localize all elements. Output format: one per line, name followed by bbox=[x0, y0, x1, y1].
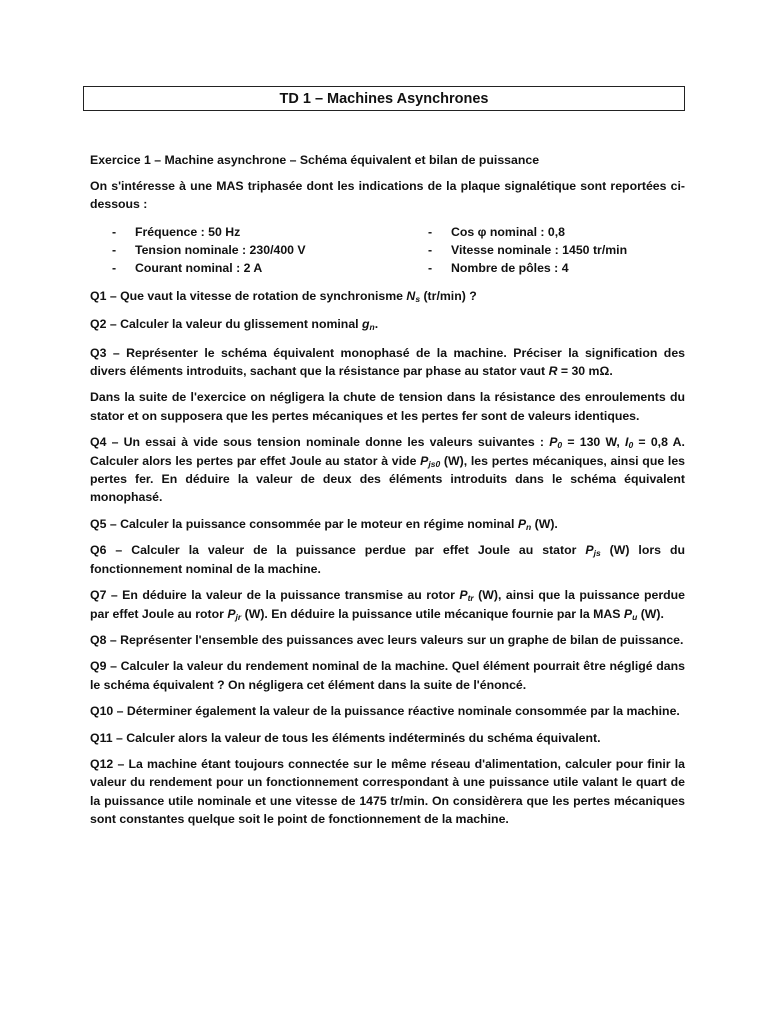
bullet-dash: - bbox=[428, 242, 433, 257]
question-q2: Q2 – Calculer la valeur du glissement nominal $g_n$. bbox=[90, 317, 379, 333]
spec-current: Courant nominal : 2 A bbox=[135, 260, 263, 275]
question-q1: Q1 – Que vaut la vitesse de rotation de synchronisme $N_s$ (tr/min) ? bbox=[90, 288, 477, 304]
spec-item bbox=[406, 223, 627, 241]
exercise-title: Exercice 1 – Machine asynchrone – Schéma équivalent et bilan de puissance bbox=[90, 153, 540, 167]
bullet-dash: - bbox=[112, 224, 117, 239]
specs-right-column bbox=[406, 223, 627, 277]
question-q12: Q12 – La machine étant toujours connectée sur le même réseau d'alimentation, calculer pour finir la valeur du rendement pour un fonctionnement correspondant à une puissance utile valant le quart de la puissance utile nominale et une vitesse de 1475 tr/min. On considèrera que les pertes mécaniques sont constantes quelque soit le point de fonctionnement de la machine. bbox=[90, 756, 685, 827]
spec-item bbox=[90, 241, 406, 259]
bullet-dash: - bbox=[428, 260, 433, 275]
question-q8: Q8 – Représenter l'ensemble des puissances avec leurs valeurs sur un graphe de bilan de puissance. bbox=[90, 632, 684, 647]
question-q11: Q11 – Calculer alors la valeur de tous les éléments indéterminés du schéma équivalent. bbox=[90, 730, 601, 745]
bullet-dash: - bbox=[112, 260, 117, 275]
spec-voltage: Tension nominale : 230/400 V bbox=[135, 242, 306, 257]
document-page bbox=[90, 86, 685, 829]
spec-frequency: Fréquence : 50 Hz bbox=[135, 224, 241, 239]
document-title: TD 1 – Machines Asynchrones bbox=[83, 86, 685, 111]
specs-left-column bbox=[90, 223, 406, 277]
question-q4: Q4 – Un essai à vide sous tension nominale donne les valeurs suivantes : $P_0 = 130$ W, $I_0 = 0,8$ A. Calculer alors les pertes par effet Joule au stator à vide $P_{js0}$ (W), les pertes mécaniques, ainsi que les pertes fer. En déduire la valeur de deux des éléments introduits dans le schéma équivalent monophasé. bbox=[90, 435, 685, 505]
question-q5: Q5 – Calculer la puissance consommée par le moteur en régime nominal $P_n$ (W). bbox=[90, 516, 558, 532]
question-q10: Q10 – Déterminer également la valeur de la puissance réactive nominale consommée par la machine. bbox=[90, 704, 680, 719]
question-q7: Q7 – En déduire la valeur de la puissance transmise au rotor $P_{tr}$ (W), ainsi que la puissance perdue par effet Joule au rotor $P_{jr}$ (W). En déduire la puissance utile mécanique fournie par la MAS $P_u$ (W). bbox=[90, 588, 685, 622]
spec-poles: Nombre de pôles : 4 bbox=[451, 260, 569, 275]
question-q9: Q9 – Calculer la valeur du rendement nominal de la machine. Quel élément pourrait être négligé dans le schéma équivalent ? On négligera cet élément dans la suite de l'énoncé. bbox=[90, 659, 685, 692]
spec-item bbox=[90, 223, 406, 241]
intro-paragraph: On s'intéresse à une MAS triphasée dont les indications de la plaque signalétique sont reportées ci-dessous : bbox=[90, 179, 685, 212]
spec-speed: Vitesse nominale : 1450 tr/min bbox=[451, 242, 628, 257]
question-q6: Q6 – Calculer la valeur de la puissance perdue par effet Joule au stator $P_{js}$ (W) lors du fonctionnement nominal de la machine. bbox=[90, 543, 685, 576]
spec-item bbox=[406, 241, 627, 259]
spec-item bbox=[90, 259, 406, 277]
nameplate-specs bbox=[90, 223, 685, 277]
bullet-dash: - bbox=[112, 242, 117, 257]
hypothesis-note: Dans la suite de l'exercice on négligera la chute de tension dans la résistance des enroulements du stator et on supposera que les pertes mécaniques et les pertes fer sont de valeurs identiques. bbox=[90, 390, 685, 423]
bullet-dash: - bbox=[428, 224, 433, 239]
question-q3: Q3 – Représenter le schéma équivalent monophasé de la machine. Préciser la signification des divers éléments introduits, sachant que la résistance par phase au stator vaut R = 30 mΩ. bbox=[90, 345, 685, 379]
spec-item bbox=[406, 259, 627, 277]
spec-power-factor: Cos φ nominal : 0,8 bbox=[451, 224, 566, 239]
